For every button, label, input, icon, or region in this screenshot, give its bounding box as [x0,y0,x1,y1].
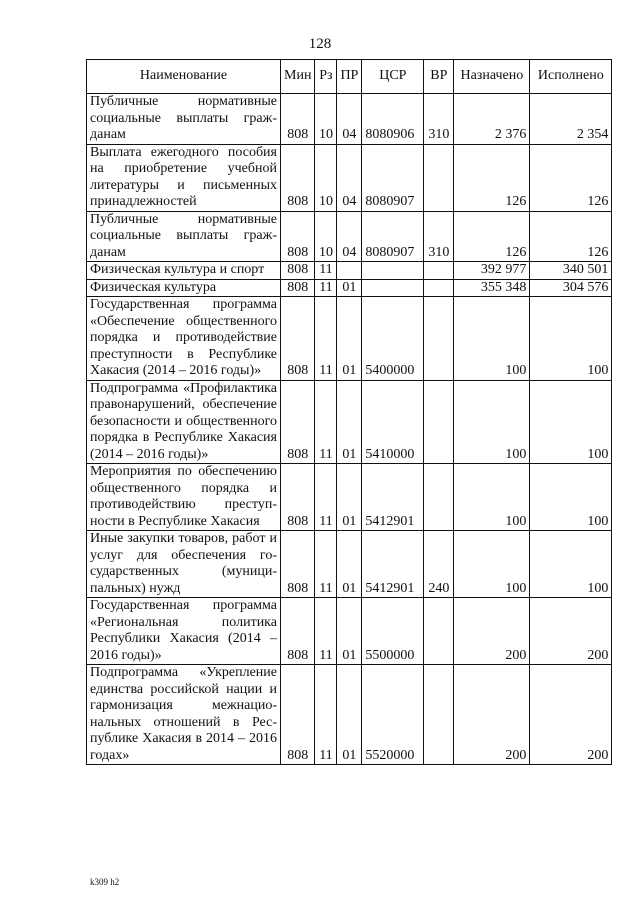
cell-csr: 8080907 [362,211,424,262]
cell-vr: 240 [424,531,454,598]
cell-pr: 01 [337,531,362,598]
cell-csr: 5520000 [362,665,424,765]
cell-csr: 8080906 [362,94,424,145]
cell-executed: 304 576 [530,279,612,297]
cell-vr [424,297,454,381]
cell-assigned: 355 348 [454,279,530,297]
cell-min: 808 [281,94,315,145]
table-row [87,211,612,262]
header-rz: Рз [315,60,337,94]
cell-name: Подпрограмма «Укрепление единства российской нации и гармонизация межнациональных отношений в Республике Хакасия в 2014 – 2016 годах» [87,665,281,765]
cell-assigned: 100 [454,531,530,598]
cell-rz: 11 [315,665,337,765]
cell-csr: 5412901 [362,531,424,598]
cell-name: Государственная программа «Региональная политика Республики Хакасия (2014 – 2016 годы)» [87,598,281,665]
cell-vr [424,464,454,531]
cell-name: Выплата ежегодного пособия на приобретение учебной литературы и письменных принадлежностей [87,144,281,211]
cell-min: 808 [281,665,315,765]
cell-assigned: 200 [454,598,530,665]
cell-pr: 01 [337,297,362,381]
table-row [87,262,612,280]
cell-name: Подпрограмма «Профилактика правонарушений, обеспечение безопасности и общественного порядка в Республике Хакасия (2014 – 2016 годы)» [87,380,281,464]
table-row [87,279,612,297]
cell-rz: 10 [315,211,337,262]
cell-executed: 200 [530,598,612,665]
header-csr: ЦСР [362,60,424,94]
cell-assigned: 100 [454,380,530,464]
cell-executed: 100 [530,380,612,464]
cell-csr [362,279,424,297]
cell-min: 808 [281,211,315,262]
cell-rz: 10 [315,94,337,145]
cell-csr: 5410000 [362,380,424,464]
cell-assigned: 200 [454,665,530,765]
cell-vr: 310 [424,94,454,145]
cell-pr: 04 [337,94,362,145]
cell-csr: 5400000 [362,297,424,381]
header-executed: Исполнено [530,60,612,94]
cell-vr [424,598,454,665]
cell-pr: 01 [337,665,362,765]
cell-min: 808 [281,464,315,531]
cell-assigned: 126 [454,211,530,262]
cell-rz: 11 [315,297,337,381]
cell-assigned: 2 376 [454,94,530,145]
cell-name: Физическая культура и спорт [87,262,281,280]
cell-executed: 100 [530,297,612,381]
table-row [87,665,612,765]
cell-executed: 126 [530,144,612,211]
cell-rz: 11 [315,262,337,280]
cell-min: 808 [281,380,315,464]
table-row [87,380,612,464]
cell-min: 808 [281,262,315,280]
cell-name: Государственная программа «Обеспечение общественного порядка и противодействие преступности в Республике Хакасия (2014 – 2016 годы)» [87,297,281,381]
page-number: 128 [308,36,332,52]
cell-name: Мероприятия по обеспечению общественного порядка и противодействию преступности в Республике Хакасия [87,464,281,531]
cell-csr [362,262,424,280]
cell-executed: 126 [530,211,612,262]
footer-code: k309 h2 [90,877,120,887]
cell-rz: 11 [315,598,337,665]
cell-name: Публичные нормативные социальные выплаты гражданам [87,94,281,145]
cell-pr: 01 [337,380,362,464]
table-row [87,531,612,598]
cell-csr: 8080907 [362,144,424,211]
table-row [87,94,612,145]
budget-table [86,59,612,765]
table-row [87,598,612,665]
cell-executed: 340 501 [530,262,612,280]
cell-executed: 100 [530,464,612,531]
cell-min: 808 [281,297,315,381]
cell-csr: 5412901 [362,464,424,531]
cell-rz: 10 [315,144,337,211]
table-row [87,144,612,211]
cell-csr: 5500000 [362,598,424,665]
cell-name: Физическая культура [87,279,281,297]
cell-min: 808 [281,279,315,297]
cell-pr [337,262,362,280]
cell-min: 808 [281,598,315,665]
header-vr: ВР [424,60,454,94]
cell-assigned: 392 977 [454,262,530,280]
cell-rz: 11 [315,464,337,531]
cell-executed: 100 [530,531,612,598]
cell-vr [424,380,454,464]
cell-vr [424,279,454,297]
cell-vr [424,665,454,765]
cell-vr [424,262,454,280]
cell-pr: 01 [337,464,362,531]
cell-vr: 310 [424,211,454,262]
cell-assigned: 100 [454,464,530,531]
cell-pr: 01 [337,279,362,297]
cell-pr: 04 [337,144,362,211]
table-body [87,94,612,765]
cell-vr [424,144,454,211]
cell-rz: 11 [315,380,337,464]
header-min: Мин [281,60,315,94]
header-name: Наименование [87,60,281,94]
cell-pr: 04 [337,211,362,262]
table-row [87,297,612,381]
cell-assigned: 126 [454,144,530,211]
cell-name: Иные закупки товаров, работ и услуг для обеспечения государственных (муниципальных) нужд [87,531,281,598]
header-pr: ПР [337,60,362,94]
table-row [87,464,612,531]
table-header-row [87,60,612,94]
cell-executed: 2 354 [530,94,612,145]
cell-rz: 11 [315,531,337,598]
cell-pr: 01 [337,598,362,665]
cell-min: 808 [281,531,315,598]
cell-executed: 200 [530,665,612,765]
header-assigned: Назначено [454,60,530,94]
cell-min: 808 [281,144,315,211]
cell-assigned: 100 [454,297,530,381]
cell-rz: 11 [315,279,337,297]
cell-name: Публичные нормативные социальные выплаты гражданам [87,211,281,262]
